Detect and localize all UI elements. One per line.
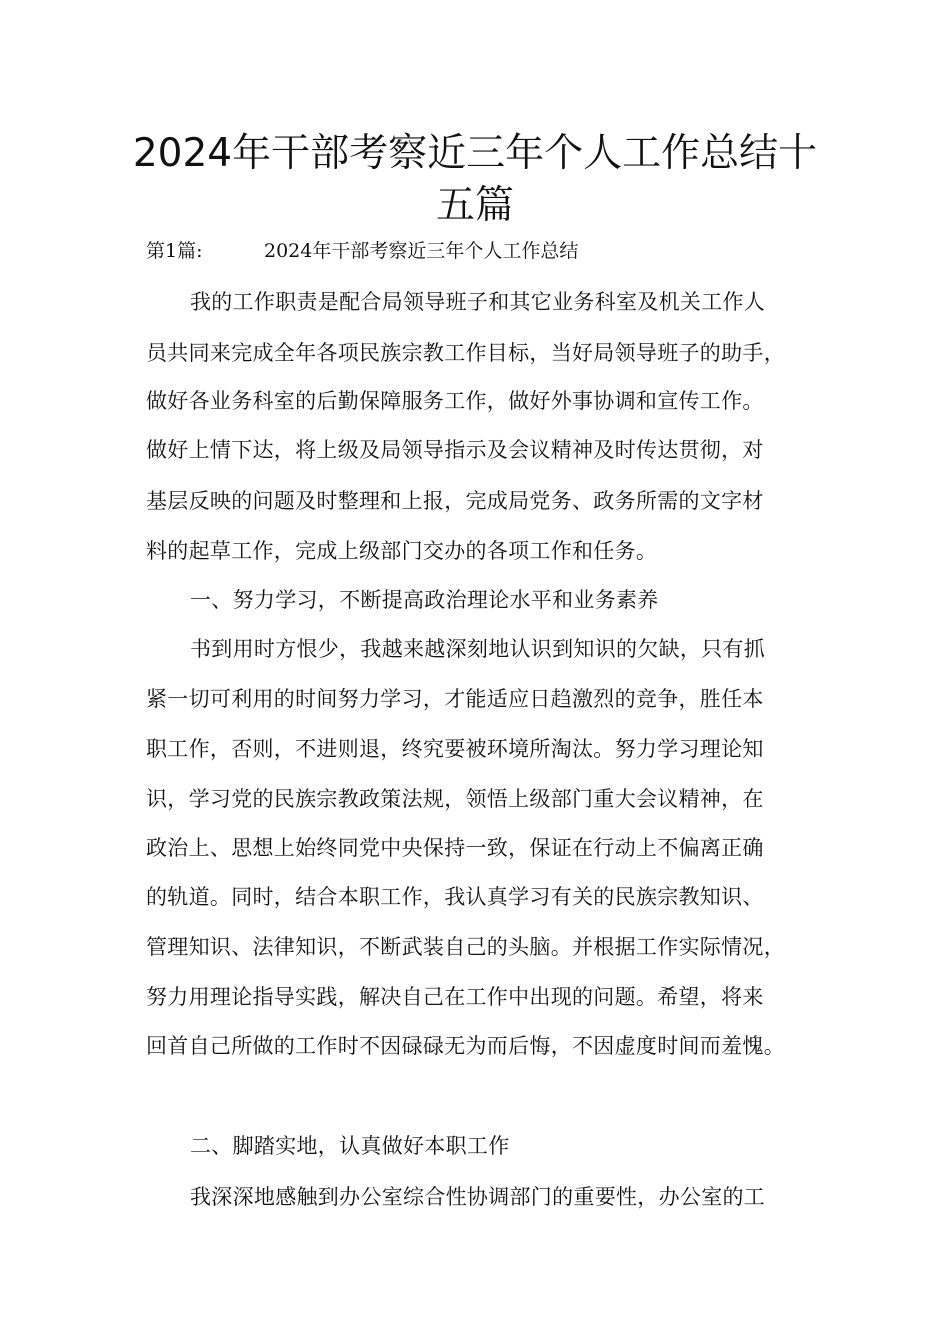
section-heading: 二、脚踏实地，认真做好本职工作 (190, 1134, 510, 1158)
text-line: 我深深地感触到办公室综合性协调部门的重要性，办公室的工 (190, 1185, 766, 1209)
document-title-line-1: 2024年干部考察近三年个人工作总结十 (132, 131, 818, 176)
text-line: 管理知识、法律知识，不断武装自己的头脑。并根据工作实际情况， (146, 935, 785, 959)
text-line: 识，学习党的民族宗教政策法规，领悟上级部门重大会议精神，在 (146, 787, 764, 811)
text-line: 政治上、思想上始终同党中央保持一致，保证在行动上不偏离正确 (146, 836, 764, 860)
text-line: 的轨道。同时，结合本职工作，我认真学习有关的民族宗教知识、 (146, 885, 764, 909)
section-heading: 一、努力学习，不断提高政治理论水平和业务素养 (190, 588, 659, 612)
text-line: 回首自己所做的工作时不因碌碌无为而后悔，不因虚度时间而羞愧。 (146, 1034, 785, 1058)
text-line: 我的工作职责是配合局领导班子和其它业务科室及机关工作人 (190, 290, 766, 314)
text-line: 努力用理论指导实践，解决自己在工作中出现的问题。希望，将来 (146, 985, 764, 1009)
text-line: 做好上情下达，将上级及局领导指示及会议精神及时传达贯彻，对 (146, 438, 764, 462)
text-line: 料的起草工作，完成上级部门交办的各项工作和任务。 (146, 539, 658, 563)
chapter-title: 2024年干部考察近三年个人工作总结 (264, 240, 579, 262)
text-line: 员共同来完成全年各项民族宗教工作目标，当好局领导班子的助手， (146, 341, 785, 365)
document-title-line-2: 五篇 (435, 183, 514, 228)
chapter-heading (146, 236, 578, 266)
text-line: 做好各业务科室的后勤保障服务工作，做好外事协调和宣传工作。 (146, 389, 764, 413)
chapter-label: 第1篇: (146, 240, 203, 262)
text-line: 书到用时方恨少，我越来越深刻地认识到知识的欠缺，只有抓 (190, 637, 766, 661)
text-line: 基层反映的问题及时整理和上报，完成局党务、政务所需的文字材 (146, 489, 764, 513)
text-line: 紧一切可利用的时间努力学习，才能适应日趋激烈的竞争，胜任本 (146, 687, 764, 711)
text-line: 职工作，否则，不进则退，终究要被环境所淘汰。努力学习理论知 (146, 737, 764, 761)
